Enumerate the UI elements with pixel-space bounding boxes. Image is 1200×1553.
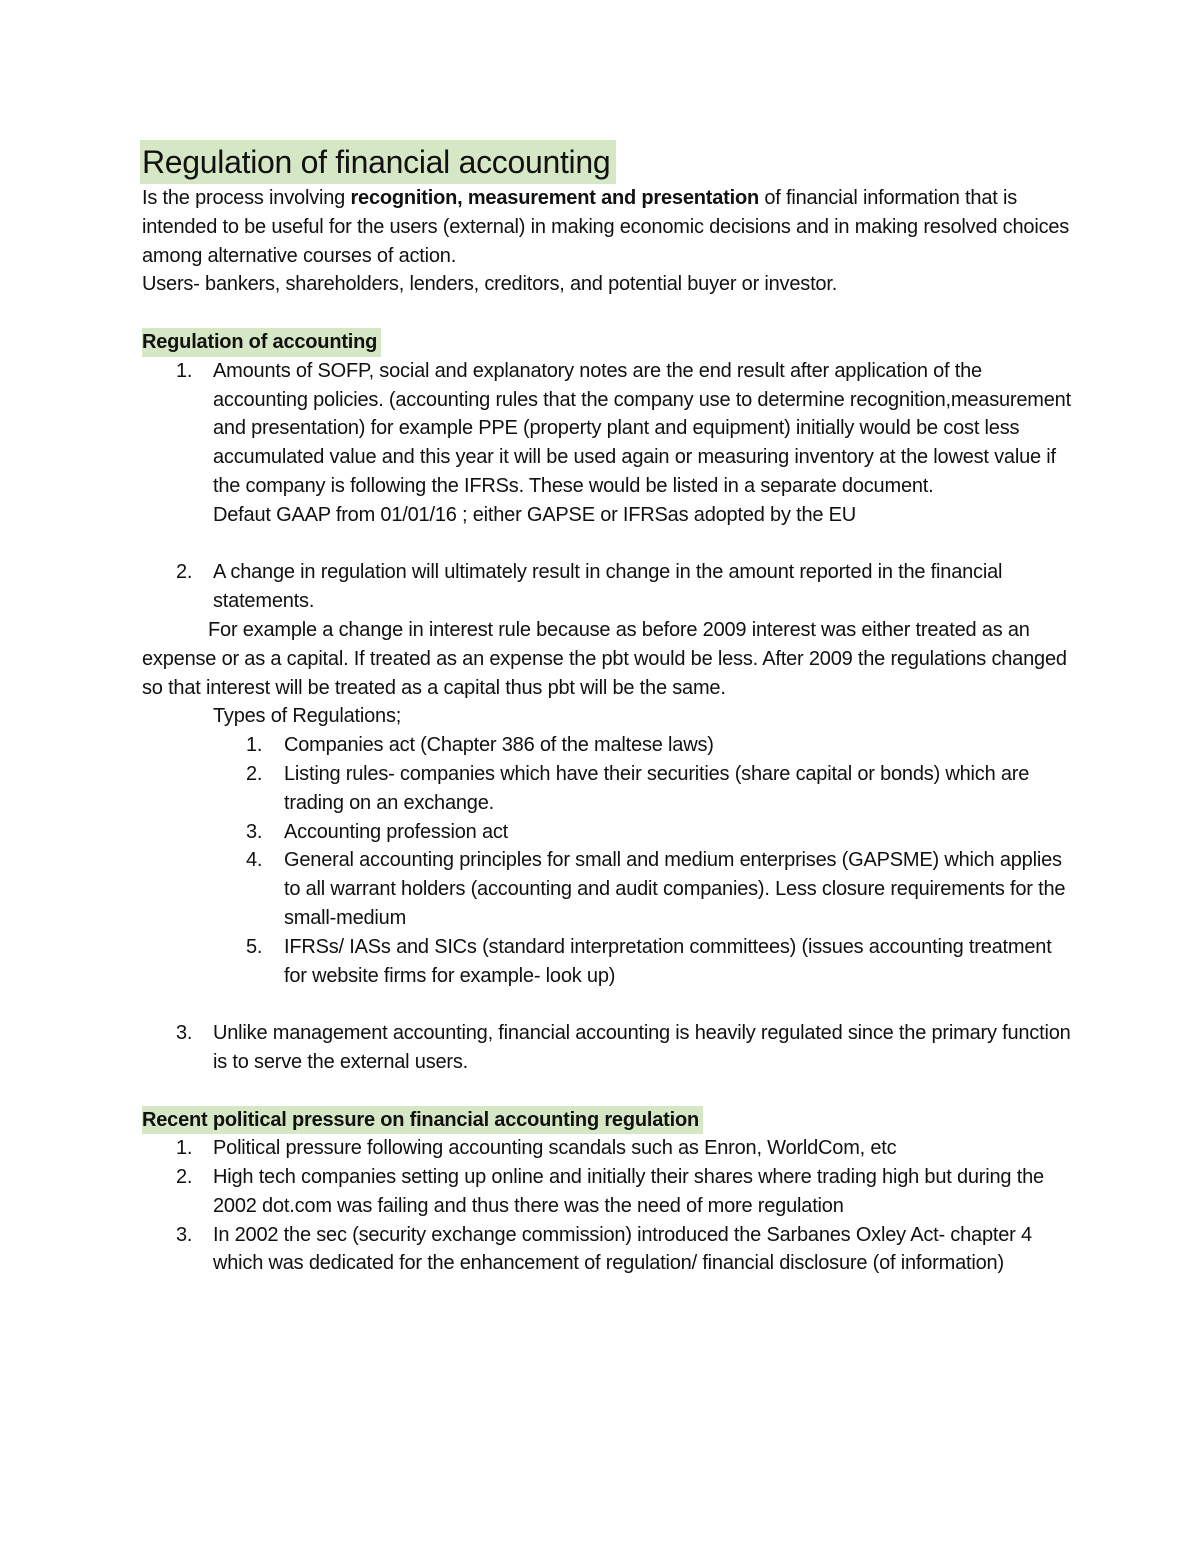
intro-bold-terms: recognition, measurement and presentation (350, 187, 760, 209)
list-item-text: Political pressure following accounting scandals such as Enron, WorldCom, etc (213, 1137, 897, 1160)
sub-list-number: 5. (246, 935, 263, 958)
list-item (142, 1019, 1072, 1077)
sub-list-number: 1. (246, 734, 263, 757)
list-number: 3. (176, 1223, 193, 1246)
sub-list-text: IFRSs/ IASs and SICs (standard interpretation committees) (issues accounting treatment for website firms for example- look up) (284, 935, 1052, 987)
sub-list-number: 4. (246, 849, 263, 872)
list-item-text: High tech companies setting up online and initially their shares where trading high but during the 2002 dot.com was failing and thus there was the need of more regulation (213, 1166, 1044, 1217)
sub-list-item (142, 846, 1072, 932)
list-item (142, 1221, 1072, 1279)
list-number: 1. (176, 359, 193, 382)
list-item-text: A change in regulation will ultimately result in change in the amount reported in the financial statements. (213, 561, 1003, 613)
list-item-text: In 2002 the sec (security exchange commission) introduced the Sarbanes Oxley Act- chapter 4 which was dedicated for the enhancement of regulation/ financial disclosure (of information) (213, 1223, 1032, 1275)
list-item (142, 1134, 1072, 1163)
spacer (142, 299, 1072, 328)
section-heading-regulation: Regulation of accounting (142, 328, 381, 357)
list-item (142, 1163, 1072, 1221)
intro-suffix: of financial information that is intended to be useful for the users (external) in making economic decisions and in making resolved choices among alternative courses of action. (142, 187, 1070, 267)
document-body (142, 140, 1072, 1278)
types-label: Types of Regulations; (213, 705, 402, 728)
intro-paragraph (142, 184, 1072, 270)
sub-list-item (142, 818, 1072, 847)
sub-list-text: General accounting principles for small and medium enterprises (GAPSME) which applies to all warrant holders (accounting and audit companies). Less closure requirements for the small-medium (284, 849, 1066, 929)
sub-list-item (142, 731, 1072, 760)
section-heading-political-pressure: Recent political pressure on financial accounting regulation (142, 1106, 703, 1135)
sub-list-text: Companies act (Chapter 386 of the maltese laws) (284, 734, 714, 757)
sub-list-text: Listing rules- companies which have their securities (share capital or bonds) which are trading on an exchange. (284, 762, 1030, 814)
sub-list-number: 3. (246, 820, 263, 843)
sub-list-text: Accounting profession act (284, 820, 509, 843)
list-item-text: Unlike management accounting, financial accounting is heavily regulated since the primary function is to serve the external users. (213, 1022, 1071, 1073)
sub-list-number: 2. (246, 762, 263, 785)
sub-list-item (142, 933, 1072, 991)
list-item (142, 357, 1072, 530)
page-title: Regulation of financial accounting (140, 140, 616, 184)
list-item-note: Defaut GAAP from 01/01/16 ; either GAPSE or IFRSas adopted by the EU (213, 503, 857, 526)
list-number: 1. (176, 1137, 193, 1160)
list-number: 3. (176, 1022, 193, 1045)
spacer (142, 1077, 1072, 1106)
example-paragraph: For example a change in interest rule because as before 2009 interest was either treated as an expense or as a capital. If treated as an expense the pbt would be less. After 2009 the regulations changed so that interest will be treated as a capital thus pbt will be the same. (142, 618, 1067, 699)
intro-users: Users- bankers, shareholders, lenders, creditors, and potential buyer or investor. (142, 273, 838, 296)
spacer (142, 990, 1072, 1019)
sub-list-item (142, 760, 1072, 818)
spacer (142, 530, 1072, 559)
list-number: 2. (176, 561, 193, 584)
intro-prefix: Is the process involving (142, 187, 351, 209)
list-item (142, 558, 1072, 616)
list-item-text: Amounts of SOFP, social and explanatory notes are the end result after application of the accounting policies. (accounting rules that the company use to determine recognition,measurement and presentation) for example PPE (property plant and equipment) initially would be cost less accumulated value and this year it will be used again or measuring inventory at the lowest value if the company is following the IFRSs. These would be listed in a separate document. (213, 359, 1071, 497)
list-number: 2. (176, 1166, 193, 1189)
